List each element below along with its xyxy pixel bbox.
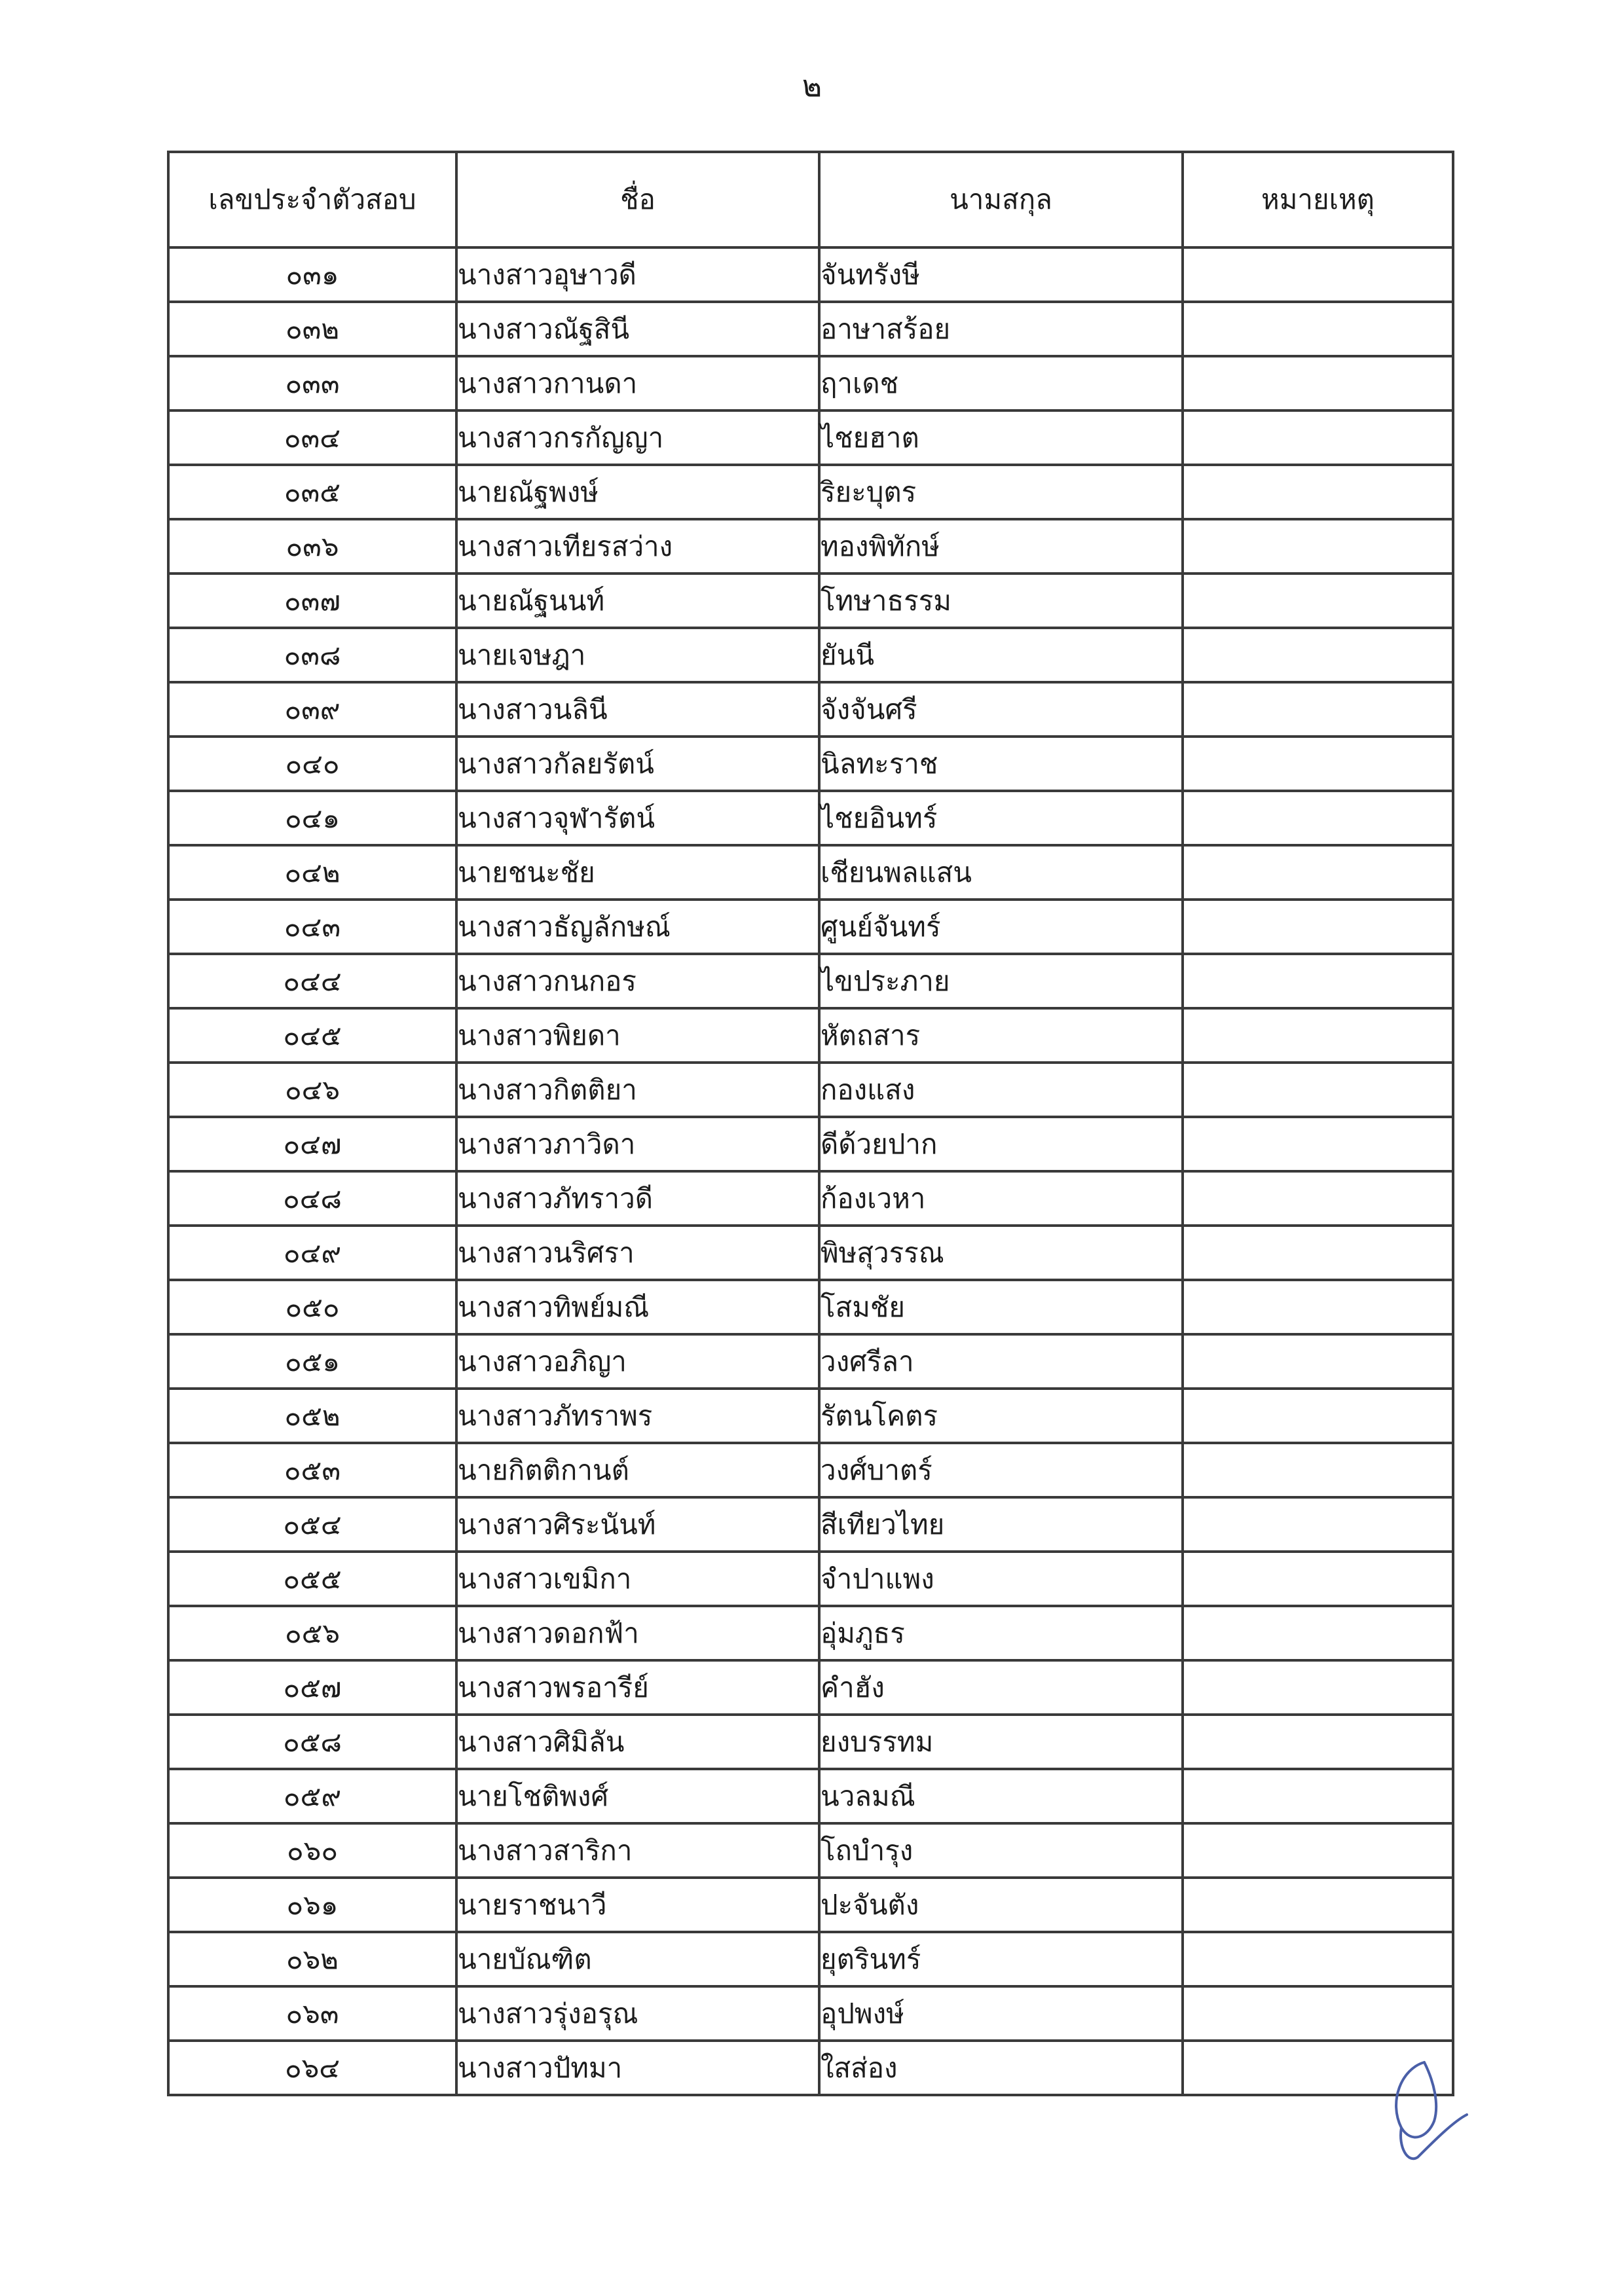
table-row	[168, 410, 1453, 465]
last-name-cell: จังจันศรี	[819, 682, 1183, 737]
table-row	[168, 791, 1453, 845]
exam-id-cell: ๐๔๑	[168, 791, 456, 845]
exam-id-cell: ๐๖๐	[168, 1823, 456, 1878]
last-name-cell: ไชยฮาต	[819, 410, 1183, 465]
table-row	[168, 302, 1453, 356]
exam-id-cell: ๐๕๖	[168, 1606, 456, 1660]
table-row	[168, 519, 1453, 574]
remarks-cell	[1183, 1986, 1453, 2041]
remarks-cell	[1183, 519, 1453, 574]
exam-id-cell: ๐๕๑	[168, 1334, 456, 1389]
header-last-name: นามสกุล	[819, 152, 1183, 247]
last-name-cell: รัตนโคตร	[819, 1389, 1183, 1443]
table-row	[168, 1443, 1453, 1497]
last-name-cell: อาษาสร้อย	[819, 302, 1183, 356]
remarks-cell	[1183, 1497, 1453, 1552]
header-exam-id: เลขประจำตัวสอบ	[168, 152, 456, 247]
table-row	[168, 1660, 1453, 1715]
table-row	[168, 356, 1453, 410]
exam-id-cell: ๐๔๐	[168, 737, 456, 791]
first-name-cell: นายณัฐพงษ์	[456, 465, 819, 519]
remarks-cell	[1183, 1117, 1453, 1171]
table-row	[168, 1932, 1453, 1986]
remarks-cell	[1183, 954, 1453, 1008]
table-body	[168, 247, 1453, 2095]
first-name-cell: นางสาวจุฬารัตน์	[456, 791, 819, 845]
first-name-cell: นายชนะชัย	[456, 845, 819, 900]
remarks-cell	[1183, 1226, 1453, 1280]
remarks-cell	[1183, 1280, 1453, 1334]
remarks-cell	[1183, 1932, 1453, 1986]
table-header	[168, 152, 1453, 247]
first-name-cell: นางสาวภัทราพร	[456, 1389, 819, 1443]
last-name-cell: นวลมณี	[819, 1769, 1183, 1823]
first-name-cell: นางสาวภาวิดา	[456, 1117, 819, 1171]
exam-id-cell: ๐๓๒	[168, 302, 456, 356]
last-name-cell: เชียนพลแสน	[819, 845, 1183, 900]
last-name-cell: ไชยอินทร์	[819, 791, 1183, 845]
exam-id-cell: ๐๖๑	[168, 1878, 456, 1932]
last-name-cell: โทษาธรรม	[819, 574, 1183, 628]
remarks-cell	[1183, 1660, 1453, 1715]
exam-id-cell: ๐๕๙	[168, 1769, 456, 1823]
last-name-cell: ปะจันตัง	[819, 1878, 1183, 1932]
first-name-cell: นางสาวอุษาวดี	[456, 247, 819, 302]
exam-id-cell: ๐๔๔	[168, 954, 456, 1008]
first-name-cell: นายโชติพงศ์	[456, 1769, 819, 1823]
last-name-cell: อุปพงษ์	[819, 1986, 1183, 2041]
first-name-cell: นายราชนาวี	[456, 1878, 819, 1932]
table-row	[168, 1008, 1453, 1063]
remarks-cell	[1183, 1063, 1453, 1117]
last-name-cell: ยงบรรทม	[819, 1715, 1183, 1769]
remarks-cell	[1183, 1443, 1453, 1497]
last-name-cell: นิลทะราช	[819, 737, 1183, 791]
remarks-cell	[1183, 410, 1453, 465]
last-name-cell: สีเทียวไทย	[819, 1497, 1183, 1552]
remarks-cell	[1183, 302, 1453, 356]
first-name-cell: นางสาวกานดา	[456, 356, 819, 410]
page-number: ๒	[802, 68, 822, 103]
header-row	[168, 152, 1453, 247]
exam-id-cell: ๐๔๗	[168, 1117, 456, 1171]
exam-id-cell: ๐๓๓	[168, 356, 456, 410]
table-row	[168, 465, 1453, 519]
first-name-cell: นางสาวพิยดา	[456, 1008, 819, 1063]
remarks-cell	[1183, 1334, 1453, 1389]
exam-id-cell: ๐๕๔	[168, 1497, 456, 1552]
last-name-cell: อุ่มภูธร	[819, 1606, 1183, 1660]
exam-id-cell: ๐๓๗	[168, 574, 456, 628]
first-name-cell: นางสาวกนกอร	[456, 954, 819, 1008]
table-row	[168, 1878, 1453, 1932]
table-row	[168, 1226, 1453, 1280]
remarks-cell	[1183, 1769, 1453, 1823]
first-name-cell: นางสาวเทียรสว่าง	[456, 519, 819, 574]
table-row	[168, 1823, 1453, 1878]
table-row	[168, 1715, 1453, 1769]
first-name-cell: นางสาวปัทมา	[456, 2041, 819, 2095]
remarks-cell	[1183, 1552, 1453, 1606]
table-row	[168, 1497, 1453, 1552]
first-name-cell: นายกิตติกานต์	[456, 1443, 819, 1497]
remarks-cell	[1183, 845, 1453, 900]
table-row	[168, 1389, 1453, 1443]
remarks-cell	[1183, 737, 1453, 791]
exam-id-cell: ๐๓๔	[168, 410, 456, 465]
remarks-cell	[1183, 1008, 1453, 1063]
exam-id-cell: ๐๔๕	[168, 1008, 456, 1063]
exam-id-cell: ๐๖๔	[168, 2041, 456, 2095]
last-name-cell: วงศ์บาตร์	[819, 1443, 1183, 1497]
table-row	[168, 1280, 1453, 1334]
first-name-cell: นางสาวกิตติยา	[456, 1063, 819, 1117]
first-name-cell: นางสาวธัญลักษณ์	[456, 900, 819, 954]
table-row	[168, 900, 1453, 954]
first-name-cell: นายณัฐนนท์	[456, 574, 819, 628]
last-name-cell: กองแสง	[819, 1063, 1183, 1117]
exam-id-cell: ๐๕๕	[168, 1552, 456, 1606]
remarks-cell	[1183, 1878, 1453, 1932]
table-row	[168, 628, 1453, 682]
remarks-cell	[1183, 1715, 1453, 1769]
last-name-cell: ฤาเดช	[819, 356, 1183, 410]
last-name-cell: จันทรังษี	[819, 247, 1183, 302]
last-name-cell: จำปาแพง	[819, 1552, 1183, 1606]
first-name-cell: นายบัณฑิต	[456, 1932, 819, 1986]
first-name-cell: นางสาวนลินี	[456, 682, 819, 737]
first-name-cell: นางสาวกัลยรัตน์	[456, 737, 819, 791]
exam-id-cell: ๐๕๒	[168, 1389, 456, 1443]
table-row	[168, 1986, 1453, 2041]
table-row	[168, 574, 1453, 628]
first-name-cell: นางสาวดอกฟ้า	[456, 1606, 819, 1660]
last-name-cell: คำฮัง	[819, 1660, 1183, 1715]
last-name-cell: หัตถสาร	[819, 1008, 1183, 1063]
last-name-cell: ทองพิทักษ์	[819, 519, 1183, 574]
exam-id-cell: ๐๓๙	[168, 682, 456, 737]
remarks-cell	[1183, 1823, 1453, 1878]
first-name-cell: นางสาวณัฐสินี	[456, 302, 819, 356]
exam-id-cell: ๐๕๘	[168, 1715, 456, 1769]
exam-id-cell: ๐๕๗	[168, 1660, 456, 1715]
table-row	[168, 845, 1453, 900]
last-name-cell: ริยะบุตร	[819, 465, 1183, 519]
remarks-cell	[1183, 682, 1453, 737]
header-remarks: หมายเหตุ	[1183, 152, 1453, 247]
exam-id-cell: ๐๓๖	[168, 519, 456, 574]
table-row	[168, 2041, 1453, 2095]
table-row	[168, 247, 1453, 302]
remarks-cell	[1183, 791, 1453, 845]
remarks-cell	[1183, 1606, 1453, 1660]
remarks-cell	[1183, 247, 1453, 302]
remarks-cell	[1183, 465, 1453, 519]
exam-id-cell: ๐๓๘	[168, 628, 456, 682]
first-name-cell: นางสาวอภิญา	[456, 1334, 819, 1389]
last-name-cell: ดีด้วยปาก	[819, 1117, 1183, 1171]
first-name-cell: นางสาวสาริกา	[456, 1823, 819, 1878]
exam-id-cell: ๐๖๒	[168, 1932, 456, 1986]
first-name-cell: นางสาวศิระนันท์	[456, 1497, 819, 1552]
exam-id-cell: ๐๖๓	[168, 1986, 456, 2041]
remarks-cell	[1183, 628, 1453, 682]
header-first-name: ชื่อ	[456, 152, 819, 247]
exam-id-cell: ๐๓๑	[168, 247, 456, 302]
remarks-cell	[1183, 356, 1453, 410]
last-name-cell: ศูนย์จันทร์	[819, 900, 1183, 954]
table-row	[168, 682, 1453, 737]
last-name-cell: ยุตรินทร์	[819, 1932, 1183, 1986]
exam-id-cell: ๐๕๓	[168, 1443, 456, 1497]
remarks-cell	[1183, 900, 1453, 954]
first-name-cell: นางสาวรุ่งอรุณ	[456, 1986, 819, 2041]
table-row	[168, 954, 1453, 1008]
first-name-cell: นางสาวเขมิกา	[456, 1552, 819, 1606]
table-row	[168, 1769, 1453, 1823]
table-row	[168, 1334, 1453, 1389]
table-row	[168, 1117, 1453, 1171]
remarks-cell	[1183, 574, 1453, 628]
exam-id-cell: ๐๔๒	[168, 845, 456, 900]
exam-id-cell: ๐๓๕	[168, 465, 456, 519]
first-name-cell: นางสาวกรกัญญา	[456, 410, 819, 465]
exam-id-cell: ๐๔๓	[168, 900, 456, 954]
exam-id-cell: ๐๔๖	[168, 1063, 456, 1117]
first-name-cell: นางสาวภัทราวดี	[456, 1171, 819, 1226]
last-name-cell: ก้องเวหา	[819, 1171, 1183, 1226]
last-name-cell: โสมชัย	[819, 1280, 1183, 1334]
last-name-cell: โถบำรุง	[819, 1823, 1183, 1878]
first-name-cell: นางสาวพรอารีย์	[456, 1660, 819, 1715]
remarks-cell	[1183, 1389, 1453, 1443]
candidate-table	[167, 151, 1454, 2096]
exam-id-cell: ๐๔๘	[168, 1171, 456, 1226]
remarks-cell	[1183, 1171, 1453, 1226]
first-name-cell: นางสาวทิพย์มณี	[456, 1280, 819, 1334]
last-name-cell: วงศรีลา	[819, 1334, 1183, 1389]
last-name-cell: พิษสุวรรณ	[819, 1226, 1183, 1280]
last-name-cell: ยันนี	[819, 628, 1183, 682]
first-name-cell: นางสาวนริศรา	[456, 1226, 819, 1280]
table-row	[168, 1171, 1453, 1226]
table-row	[168, 1606, 1453, 1660]
first-name-cell: นางสาวศิมิลัน	[456, 1715, 819, 1769]
exam-id-cell: ๐๔๙	[168, 1226, 456, 1280]
table-row	[168, 1063, 1453, 1117]
exam-id-cell: ๐๕๐	[168, 1280, 456, 1334]
first-name-cell: นายเจษฎา	[456, 628, 819, 682]
signature-mark	[1362, 2043, 1473, 2174]
last-name-cell: ไขประภาย	[819, 954, 1183, 1008]
table-row	[168, 737, 1453, 791]
table-row	[168, 1552, 1453, 1606]
last-name-cell: ใสส่อง	[819, 2041, 1183, 2095]
